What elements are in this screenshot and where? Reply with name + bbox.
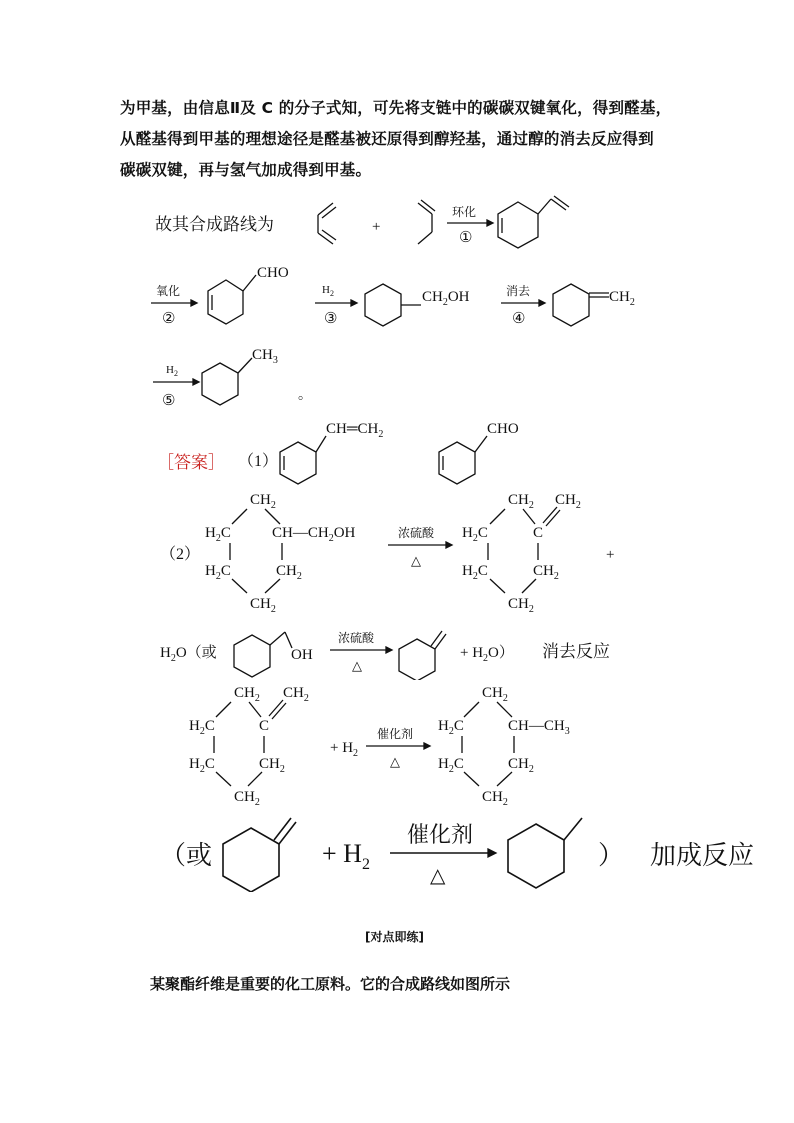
- svg-text:CH2: $CH_2$: [250, 492, 276, 511]
- oh-label: OH: [291, 647, 313, 663]
- cyclohexylmethanol-structure: [365, 284, 421, 326]
- big-close-text: ）: [598, 841, 625, 871]
- step5-number: ⑤: [162, 393, 176, 409]
- intro-line-3: 碳碳双键，再与氢气加成得到甲基。: [120, 161, 372, 179]
- big-plus-h2: + $H_2$: [322, 839, 370, 873]
- svg-text:H2C: $H_2C$: [205, 563, 231, 582]
- vinylcyclohexene-structure: [498, 196, 569, 248]
- addition-equation-figure: [0, 680, 794, 810]
- r1-condition-top: 浓硫酸: [398, 526, 435, 540]
- svg-text:CH2: $CH_2$: [508, 492, 534, 511]
- addition-type: 加成反应: [650, 841, 755, 871]
- skeletal-addition-figure: [0, 812, 794, 892]
- svg-text:CH2: $CH_2$: [555, 492, 581, 511]
- methylenecyclohexane-skeletal: [399, 631, 446, 680]
- ch2oh-label: $CH_2OH$: [422, 289, 470, 308]
- plus-h2o-text: + $H_2O$）: [460, 645, 514, 664]
- answer-part1-figure: [0, 412, 794, 487]
- part1-label: （1）: [238, 453, 279, 470]
- skeletal-elimination-figure: [0, 622, 794, 680]
- svg-text:CH2: $CH_2$: [482, 789, 508, 808]
- step4-number: ④: [512, 311, 526, 327]
- route-lead-text: 故其合成路线为: [155, 215, 274, 235]
- r1-plus: +: [606, 547, 615, 563]
- big-condition-bottom: △: [430, 863, 446, 887]
- step3-condition: $H_2$: [322, 284, 334, 298]
- svg-text:CH2: $CH_2$: [533, 563, 559, 582]
- r1-condition-bottom: △: [411, 554, 421, 569]
- svg-text:H2C: $H_2C$: [189, 756, 215, 775]
- cho-label-2: CHO: [487, 421, 519, 437]
- svg-text:H2C: $H_2C$: [462, 563, 488, 582]
- r3-plus-h2: + $H_2$: [330, 740, 359, 759]
- intro-line-1: 为甲基，由信息Ⅱ及 C 的分子式知，可先将支链中的碳碳双键氧化，得到醛基，: [120, 99, 672, 117]
- svg-text:CH2: $CH_2$: [283, 685, 309, 704]
- r2-condition-bottom: △: [352, 659, 362, 674]
- r2-condition-top: 浓硫酸: [338, 631, 375, 645]
- butadiene-structure: [318, 203, 336, 244]
- big-condition-top: 催化剂: [407, 823, 474, 848]
- r3-condition-bottom: △: [390, 755, 400, 770]
- practice-heading: [对点即练]: [365, 930, 424, 944]
- step2-number: ②: [162, 311, 176, 327]
- ch3-label: $CH_3$: [252, 347, 278, 366]
- step2-condition: 氧化: [156, 284, 181, 298]
- part2-label: （2）: [160, 546, 201, 563]
- route-end-mark: 。: [298, 388, 312, 403]
- cyclohexene-carbaldehyde-structure: [208, 275, 256, 324]
- svg-text:H2C: $H_2C$: [189, 718, 215, 737]
- route-plus: +: [372, 219, 381, 235]
- cyclohexene-carbaldehyde-answer: [439, 436, 487, 484]
- cho-label-1: CHO: [257, 265, 289, 281]
- vinylcyclohexene-answer: [280, 436, 326, 484]
- methylcyclohexane-big: [508, 818, 582, 888]
- step1-number: ①: [459, 230, 473, 246]
- step3-number: ③: [324, 311, 338, 327]
- practice-question: 某聚酯纤维是重要的化工原料。它的合成路线如图所示: [150, 975, 511, 993]
- svg-text:CH2: $CH_2$: [508, 756, 534, 775]
- methylcyclohexane-structure: [202, 358, 252, 405]
- svg-text:CH2: $CH_2$: [234, 789, 260, 808]
- svg-text:H2C: $H_2C$: [462, 525, 488, 544]
- step4-condition: 消去: [506, 284, 531, 298]
- answer-tag: ［答案］: [157, 453, 225, 473]
- elimination-equation-figure: [0, 487, 794, 622]
- eq-ch2-label: $CH_2$: [609, 289, 635, 308]
- svg-text:CH2: $CH_2$: [482, 685, 508, 704]
- svg-text:CH2: $CH_2$: [276, 563, 302, 582]
- svg-text:H2C: $H_2C$: [205, 525, 231, 544]
- methylenecyclohexane-structure: [553, 284, 609, 326]
- svg-text:CH2: $CH_2$: [234, 685, 260, 704]
- vinyl-label: $CH═CH_2$: [326, 421, 384, 440]
- elimination-type: 消去反应: [542, 642, 610, 662]
- intro-line-2: 从醛基得到甲基的理想途径是醛基被还原得到醇羟基，通过醇的消去反应得到: [120, 130, 654, 148]
- step5-condition: $H_2$: [166, 364, 178, 378]
- svg-text:CH—CH2OH: $CH—CH_2OH$: [272, 525, 356, 544]
- svg-text:H2C: $H_2C$: [438, 756, 464, 775]
- methylenecyclohexane-big: [223, 818, 296, 892]
- svg-text:CH2: $CH_2$: [259, 756, 285, 775]
- svg-text:C: C: [533, 525, 544, 541]
- h2o-or-text: $H_2O$（或: [160, 645, 217, 664]
- svg-text:CH2: $CH_2$: [250, 596, 276, 615]
- svg-text:C: C: [259, 718, 270, 734]
- big-open-text: （或: [160, 841, 213, 871]
- svg-text:H2C: $H_2C$: [438, 718, 464, 737]
- step1-condition: 环化: [452, 205, 477, 219]
- r3-condition-top: 催化剂: [377, 727, 414, 741]
- alkene-fragment: [418, 200, 435, 244]
- synthesis-route-figure: [0, 195, 794, 410]
- cyclohexylmethanol-skeletal: [234, 632, 292, 677]
- svg-text:CH2: $CH_2$: [508, 596, 534, 615]
- svg-text:CH—CH3: $CH—CH_3$: [508, 718, 570, 737]
